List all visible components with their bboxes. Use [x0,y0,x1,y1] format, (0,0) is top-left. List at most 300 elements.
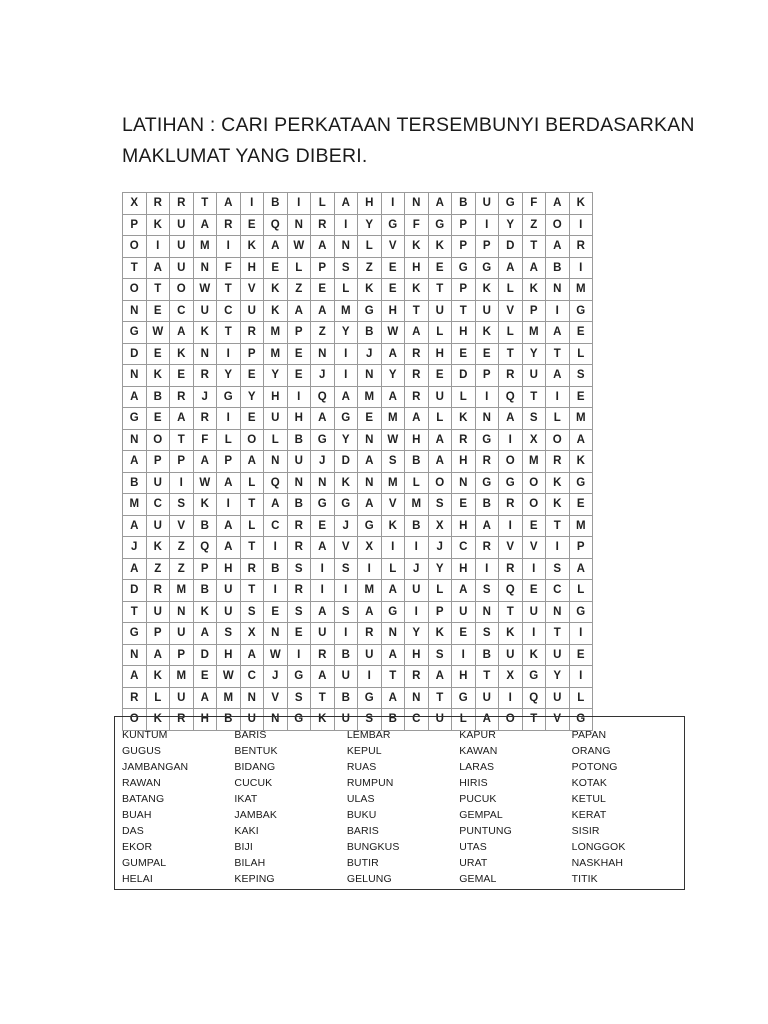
grid-cell[interactable]: B [287,494,311,516]
grid-cell[interactable]: L [452,709,476,731]
grid-cell[interactable]: Y [240,386,264,408]
grid-cell[interactable]: R [217,214,241,236]
grid-cell[interactable]: G [452,687,476,709]
grid-cell[interactable]: A [428,451,452,473]
grid-cell[interactable]: B [193,515,217,537]
grid-cell[interactable]: T [452,300,476,322]
grid-cell[interactable]: A [311,236,335,258]
grid-cell[interactable]: M [123,494,147,516]
grid-cell[interactable]: L [240,515,264,537]
grid-cell[interactable]: G [311,429,335,451]
grid-cell[interactable]: A [334,386,358,408]
grid-cell[interactable]: K [146,666,170,688]
grid-cell[interactable]: P [146,623,170,645]
grid-cell[interactable]: D [452,365,476,387]
grid-cell[interactable]: O [123,236,147,258]
grid-cell[interactable]: F [193,429,217,451]
grid-cell[interactable]: K [193,601,217,623]
grid-cell[interactable]: H [287,408,311,430]
grid-cell[interactable]: U [546,644,570,666]
grid-cell[interactable]: U [475,300,499,322]
grid-cell[interactable]: R [170,386,194,408]
grid-cell[interactable]: P [217,451,241,473]
grid-cell[interactable]: E [428,365,452,387]
grid-cell[interactable]: A [264,236,288,258]
grid-cell[interactable]: I [334,365,358,387]
grid-cell[interactable]: A [146,644,170,666]
grid-cell[interactable]: N [264,623,288,645]
grid-cell[interactable]: I [546,537,570,559]
grid-cell[interactable]: C [240,666,264,688]
grid-cell[interactable]: S [569,365,593,387]
grid-cell[interactable]: L [569,580,593,602]
grid-cell[interactable]: P [146,451,170,473]
grid-cell[interactable]: K [193,322,217,344]
grid-cell[interactable]: L [264,429,288,451]
grid-cell[interactable]: L [217,429,241,451]
grid-cell[interactable]: G [499,193,523,215]
grid-cell[interactable]: Z [522,214,546,236]
grid-cell[interactable]: L [381,558,405,580]
grid-cell[interactable]: R [569,236,593,258]
grid-cell[interactable]: A [428,193,452,215]
grid-cell[interactable]: N [123,300,147,322]
grid-cell[interactable]: G [381,214,405,236]
grid-cell[interactable]: B [381,709,405,731]
grid-cell[interactable]: O [146,429,170,451]
grid-cell[interactable]: I [217,236,241,258]
grid-cell[interactable]: G [428,214,452,236]
grid-cell[interactable]: L [240,472,264,494]
grid-cell[interactable]: I [546,386,570,408]
grid-cell[interactable]: G [569,709,593,731]
grid-cell[interactable]: I [381,537,405,559]
grid-cell[interactable]: A [146,257,170,279]
grid-cell[interactable]: H [452,515,476,537]
grid-cell[interactable]: U [475,193,499,215]
grid-cell[interactable]: A [123,515,147,537]
grid-cell[interactable]: R [146,193,170,215]
grid-cell[interactable]: N [123,365,147,387]
grid-cell[interactable]: A [193,214,217,236]
grid-cell[interactable]: A [287,300,311,322]
grid-cell[interactable]: I [475,386,499,408]
grid-cell[interactable]: A [405,322,429,344]
grid-cell[interactable]: E [170,365,194,387]
grid-cell[interactable]: B [475,644,499,666]
grid-cell[interactable]: U [146,515,170,537]
grid-cell[interactable]: T [311,687,335,709]
grid-cell[interactable]: X [240,623,264,645]
grid-cell[interactable]: I [522,623,546,645]
grid-cell[interactable]: T [499,601,523,623]
grid-cell[interactable]: R [405,343,429,365]
grid-cell[interactable]: R [287,515,311,537]
grid-cell[interactable]: S [546,558,570,580]
grid-cell[interactable]: N [546,279,570,301]
grid-cell[interactable]: K [358,279,382,301]
grid-cell[interactable]: B [452,193,476,215]
grid-cell[interactable]: E [358,408,382,430]
grid-cell[interactable]: A [381,343,405,365]
grid-cell[interactable]: L [569,687,593,709]
grid-cell[interactable]: Z [358,257,382,279]
grid-cell[interactable]: I [287,193,311,215]
grid-cell[interactable]: V [264,687,288,709]
grid-cell[interactable]: P [240,343,264,365]
grid-cell[interactable]: A [381,386,405,408]
grid-cell[interactable]: K [334,472,358,494]
grid-cell[interactable]: E [287,365,311,387]
grid-cell[interactable]: L [334,279,358,301]
grid-cell[interactable]: S [428,644,452,666]
grid-cell[interactable]: I [405,601,429,623]
grid-cell[interactable]: T [428,687,452,709]
grid-cell[interactable]: U [405,580,429,602]
grid-cell[interactable]: U [499,644,523,666]
grid-cell[interactable]: G [452,257,476,279]
grid-cell[interactable]: K [569,193,593,215]
grid-cell[interactable]: W [381,429,405,451]
grid-cell[interactable]: E [146,343,170,365]
grid-cell[interactable]: R [405,386,429,408]
grid-cell[interactable]: A [569,429,593,451]
grid-cell[interactable]: T [170,429,194,451]
grid-cell[interactable]: C [146,494,170,516]
grid-cell[interactable]: J [334,515,358,537]
grid-cell[interactable]: T [381,666,405,688]
grid-cell[interactable]: R [499,494,523,516]
grid-cell[interactable]: H [217,558,241,580]
grid-cell[interactable]: O [546,429,570,451]
grid-cell[interactable]: L [287,257,311,279]
grid-cell[interactable]: Q [499,580,523,602]
grid-cell[interactable]: I [311,558,335,580]
grid-cell[interactable]: F [522,193,546,215]
grid-cell[interactable]: A [123,451,147,473]
grid-cell[interactable]: I [146,236,170,258]
grid-cell[interactable]: P [311,257,335,279]
grid-cell[interactable]: U [475,687,499,709]
grid-cell[interactable]: S [522,408,546,430]
grid-cell[interactable]: T [428,279,452,301]
grid-cell[interactable]: O [123,279,147,301]
grid-cell[interactable]: P [452,236,476,258]
grid-cell[interactable]: V [240,279,264,301]
grid-cell[interactable]: T [405,300,429,322]
grid-cell[interactable]: W [381,322,405,344]
grid-cell[interactable]: Q [193,537,217,559]
grid-cell[interactable]: Y [522,343,546,365]
grid-cell[interactable]: K [264,300,288,322]
grid-cell[interactable]: S [287,558,311,580]
grid-cell[interactable]: I [334,343,358,365]
grid-cell[interactable]: X [499,666,523,688]
grid-cell[interactable]: A [381,644,405,666]
grid-cell[interactable]: E [287,623,311,645]
grid-cell[interactable]: M [381,408,405,430]
grid-cell[interactable]: N [287,472,311,494]
grid-cell[interactable]: U [146,601,170,623]
grid-cell[interactable]: U [193,300,217,322]
grid-cell[interactable]: E [381,257,405,279]
grid-cell[interactable]: H [358,193,382,215]
grid-cell[interactable]: P [287,322,311,344]
grid-cell[interactable]: N [358,429,382,451]
grid-cell[interactable]: K [240,236,264,258]
grid-cell[interactable]: T [522,709,546,731]
grid-cell[interactable]: A [546,193,570,215]
grid-cell[interactable]: V [522,537,546,559]
grid-cell[interactable]: G [334,408,358,430]
grid-cell[interactable]: N [405,687,429,709]
grid-cell[interactable]: L [311,193,335,215]
grid-cell[interactable]: V [334,537,358,559]
grid-cell[interactable]: G [217,386,241,408]
grid-cell[interactable]: K [428,236,452,258]
grid-cell[interactable]: K [170,343,194,365]
grid-cell[interactable]: B [334,644,358,666]
grid-cell[interactable]: E [240,214,264,236]
grid-cell[interactable]: L [499,322,523,344]
grid-cell[interactable]: H [240,257,264,279]
grid-cell[interactable]: L [428,408,452,430]
grid-cell[interactable]: I [287,644,311,666]
grid-cell[interactable]: U [146,472,170,494]
grid-cell[interactable]: B [287,429,311,451]
grid-cell[interactable]: A [311,300,335,322]
grid-cell[interactable]: S [358,709,382,731]
grid-cell[interactable]: L [358,236,382,258]
grid-cell[interactable]: C [546,580,570,602]
grid-cell[interactable]: U [240,709,264,731]
grid-cell[interactable]: O [546,214,570,236]
grid-cell[interactable]: T [123,257,147,279]
grid-cell[interactable]: H [264,386,288,408]
grid-cell[interactable]: B [475,494,499,516]
grid-cell[interactable]: H [193,709,217,731]
grid-cell[interactable]: I [217,494,241,516]
grid-cell[interactable]: I [569,214,593,236]
grid-cell[interactable]: Z [287,279,311,301]
grid-cell[interactable]: W [193,472,217,494]
grid-cell[interactable]: E [452,494,476,516]
grid-cell[interactable]: W [264,644,288,666]
grid-cell[interactable]: H [428,343,452,365]
grid-cell[interactable]: O [499,709,523,731]
grid-cell[interactable]: J [193,386,217,408]
grid-cell[interactable]: A [217,515,241,537]
grid-cell[interactable]: U [428,386,452,408]
grid-cell[interactable]: B [405,451,429,473]
grid-cell[interactable]: N [123,644,147,666]
grid-cell[interactable]: Y [405,623,429,645]
grid-cell[interactable]: R [405,365,429,387]
grid-cell[interactable]: E [452,623,476,645]
grid-cell[interactable]: E [381,279,405,301]
grid-cell[interactable]: U [170,623,194,645]
grid-cell[interactable]: N [311,472,335,494]
grid-cell[interactable]: B [405,515,429,537]
grid-cell[interactable]: A [193,687,217,709]
grid-cell[interactable]: N [334,236,358,258]
grid-cell[interactable]: G [569,300,593,322]
grid-cell[interactable]: V [499,300,523,322]
grid-cell[interactable]: L [546,408,570,430]
grid-cell[interactable]: B [193,580,217,602]
grid-cell[interactable]: G [569,472,593,494]
grid-cell[interactable]: A [475,709,499,731]
grid-cell[interactable]: P [193,558,217,580]
grid-cell[interactable]: R [193,408,217,430]
grid-cell[interactable]: J [405,558,429,580]
grid-cell[interactable]: R [146,580,170,602]
grid-cell[interactable]: K [264,279,288,301]
grid-cell[interactable]: V [499,537,523,559]
grid-cell[interactable]: N [405,193,429,215]
grid-cell[interactable]: I [475,214,499,236]
grid-cell[interactable]: I [334,623,358,645]
grid-cell[interactable]: V [546,709,570,731]
grid-cell[interactable]: L [146,687,170,709]
grid-cell[interactable]: N [193,257,217,279]
grid-cell[interactable]: K [146,537,170,559]
grid-cell[interactable]: N [475,408,499,430]
grid-cell[interactable]: G [475,429,499,451]
grid-cell[interactable]: K [405,236,429,258]
grid-cell[interactable]: X [358,537,382,559]
grid-cell[interactable]: G [475,472,499,494]
grid-cell[interactable]: U [334,709,358,731]
grid-cell[interactable]: S [334,558,358,580]
grid-cell[interactable]: R [475,537,499,559]
grid-cell[interactable]: M [358,386,382,408]
grid-cell[interactable]: T [240,494,264,516]
grid-cell[interactable]: K [475,322,499,344]
grid-cell[interactable]: Z [146,558,170,580]
grid-cell[interactable]: Z [170,558,194,580]
grid-cell[interactable]: E [311,515,335,537]
grid-cell[interactable]: I [569,666,593,688]
grid-cell[interactable]: E [146,300,170,322]
grid-cell[interactable]: R [358,623,382,645]
grid-cell[interactable]: H [452,451,476,473]
grid-cell[interactable]: I [499,515,523,537]
grid-cell[interactable]: I [569,623,593,645]
grid-cell[interactable]: G [358,687,382,709]
grid-cell[interactable]: F [405,214,429,236]
grid-cell[interactable]: U [358,644,382,666]
grid-cell[interactable]: G [123,322,147,344]
grid-cell[interactable]: S [287,601,311,623]
grid-cell[interactable]: R [123,687,147,709]
grid-cell[interactable]: K [146,214,170,236]
grid-cell[interactable]: K [146,365,170,387]
grid-cell[interactable]: C [217,300,241,322]
grid-cell[interactable]: I [405,537,429,559]
grid-cell[interactable]: A [499,408,523,430]
grid-cell[interactable]: A [217,472,241,494]
grid-cell[interactable]: I [452,644,476,666]
grid-cell[interactable]: T [240,537,264,559]
grid-cell[interactable]: N [287,214,311,236]
grid-cell[interactable]: I [217,343,241,365]
grid-cell[interactable]: R [311,644,335,666]
grid-cell[interactable]: H [452,666,476,688]
grid-cell[interactable]: S [381,451,405,473]
grid-cell[interactable]: I [170,472,194,494]
grid-cell[interactable]: M [405,494,429,516]
grid-cell[interactable]: K [546,472,570,494]
grid-cell[interactable]: E [569,386,593,408]
grid-cell[interactable]: N [311,343,335,365]
grid-cell[interactable]: B [264,193,288,215]
grid-cell[interactable]: I [334,214,358,236]
grid-cell[interactable]: T [240,580,264,602]
grid-cell[interactable]: T [193,193,217,215]
grid-cell[interactable]: R [311,214,335,236]
grid-cell[interactable]: V [170,515,194,537]
grid-cell[interactable]: A [311,537,335,559]
grid-cell[interactable]: G [358,515,382,537]
grid-cell[interactable]: S [334,257,358,279]
grid-cell[interactable]: Q [499,386,523,408]
grid-cell[interactable]: M [569,515,593,537]
grid-cell[interactable]: M [193,236,217,258]
grid-cell[interactable]: E [569,322,593,344]
grid-cell[interactable]: I [475,558,499,580]
grid-cell[interactable]: M [217,687,241,709]
grid-cell[interactable]: E [287,343,311,365]
grid-cell[interactable]: L [405,472,429,494]
grid-cell[interactable]: H [381,300,405,322]
grid-cell[interactable]: T [522,236,546,258]
grid-cell[interactable]: T [146,279,170,301]
grid-cell[interactable]: S [475,623,499,645]
grid-cell[interactable]: C [170,300,194,322]
grid-cell[interactable]: T [475,666,499,688]
grid-cell[interactable]: E [264,257,288,279]
grid-cell[interactable]: A [170,408,194,430]
grid-cell[interactable]: U [287,451,311,473]
grid-cell[interactable]: A [170,322,194,344]
grid-cell[interactable]: G [287,709,311,731]
grid-cell[interactable]: P [452,214,476,236]
grid-cell[interactable]: J [264,666,288,688]
grid-cell[interactable]: E [146,408,170,430]
grid-cell[interactable]: B [146,386,170,408]
grid-cell[interactable]: S [217,623,241,645]
grid-cell[interactable]: E [452,343,476,365]
grid-cell[interactable]: G [311,494,335,516]
grid-cell[interactable]: P [475,365,499,387]
grid-cell[interactable]: O [522,494,546,516]
grid-cell[interactable]: Y [358,214,382,236]
grid-cell[interactable]: N [475,601,499,623]
grid-cell[interactable]: A [381,687,405,709]
grid-cell[interactable]: L [452,386,476,408]
grid-cell[interactable]: A [546,365,570,387]
grid-cell[interactable]: G [522,666,546,688]
grid-cell[interactable]: G [123,623,147,645]
grid-cell[interactable]: B [123,472,147,494]
grid-cell[interactable]: S [475,580,499,602]
grid-cell[interactable]: Q [264,472,288,494]
grid-cell[interactable]: M [170,580,194,602]
grid-cell[interactable]: K [381,515,405,537]
grid-cell[interactable]: M [264,322,288,344]
grid-cell[interactable]: A [311,601,335,623]
